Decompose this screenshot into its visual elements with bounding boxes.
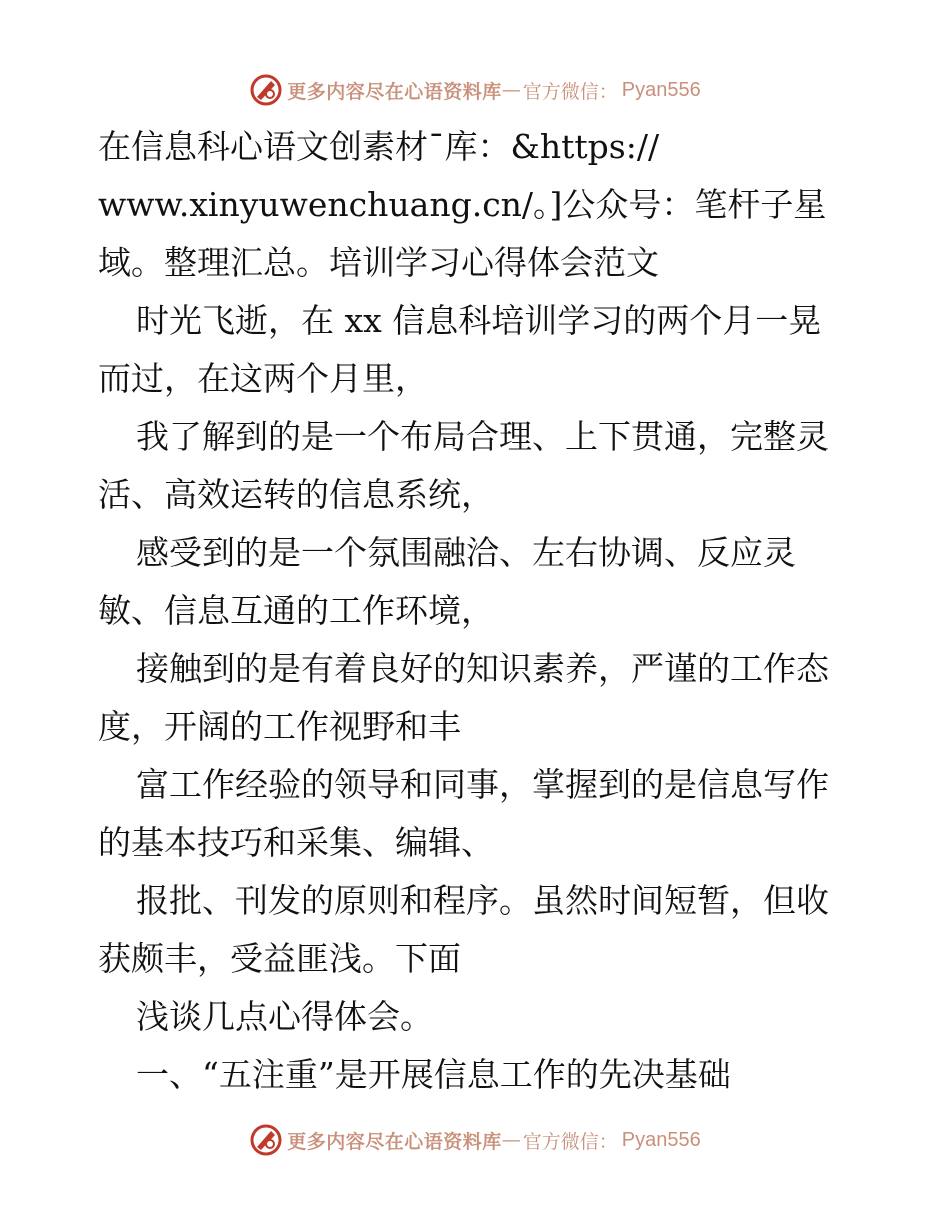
text-line: 敏、信息互通的工作环境， <box>98 591 494 630</box>
text-line: 接触到的是有着良好的知识素养，严谨的工作态 <box>136 649 829 688</box>
logo-icon <box>249 73 283 107</box>
banner-wechat-id: Pyan556 <box>621 78 701 101</box>
banner-colon: ： <box>598 1130 618 1153</box>
text-line: 的基本技巧和采集、编辑、 <box>98 823 494 862</box>
text-line: www.xinyuwenchuang.cn/。]公众号：笔杆子星 <box>98 185 827 224</box>
text-line: 时光飞逝，在 xx 信息科培训学习的两个月一晃 <box>136 301 822 340</box>
text-line: 获颇丰，受益匪浅。下面 <box>98 939 461 978</box>
text-line: 富工作经验的领导和同事，掌握到的是信息写作 <box>136 765 829 804</box>
section-heading: 一、“五注重”是开展信息工作的先决基础 <box>136 1055 731 1094</box>
text-line: 度，开阔的工作视野和丰 <box>98 707 461 746</box>
banner-wechat-label: 官方微信 <box>522 80 599 103</box>
banner-separator: — <box>501 1129 521 1151</box>
document-body <box>98 118 858 1104</box>
text-line: 我了解到的是一个布局合理、上下贯通，完整灵 <box>136 417 829 456</box>
banner-slogan: 更多内容尽在心语资料库 <box>287 80 502 103</box>
logo-icon <box>249 1123 283 1157</box>
banner-separator: — <box>501 79 521 101</box>
banner-slogan: 更多内容尽在心语资料库 <box>287 1130 502 1153</box>
text-line: 活、高效运转的信息系统， <box>98 475 494 514</box>
footer-banner <box>0 1120 950 1160</box>
text-line: 浅谈几点心得体会。 <box>136 997 433 1036</box>
banner-colon: ： <box>598 80 618 103</box>
text-line: 域。整理汇总。培训学习心得体会范文 <box>98 243 659 282</box>
banner-wechat-id: Pyan556 <box>621 1128 701 1151</box>
text-line: 报批、刊发的原则和程序。虽然时间短暂，但收 <box>136 881 829 920</box>
header-banner <box>0 70 950 110</box>
text-line: 在信息科心语文创素材¯库：&https:// <box>98 127 660 166</box>
text-line: 感受到的是一个氛围融洽、左右协调、反应灵 <box>136 533 796 572</box>
banner-wechat-label: 官方微信 <box>522 1130 599 1153</box>
text-line: 而过，在这两个月里， <box>98 359 428 398</box>
